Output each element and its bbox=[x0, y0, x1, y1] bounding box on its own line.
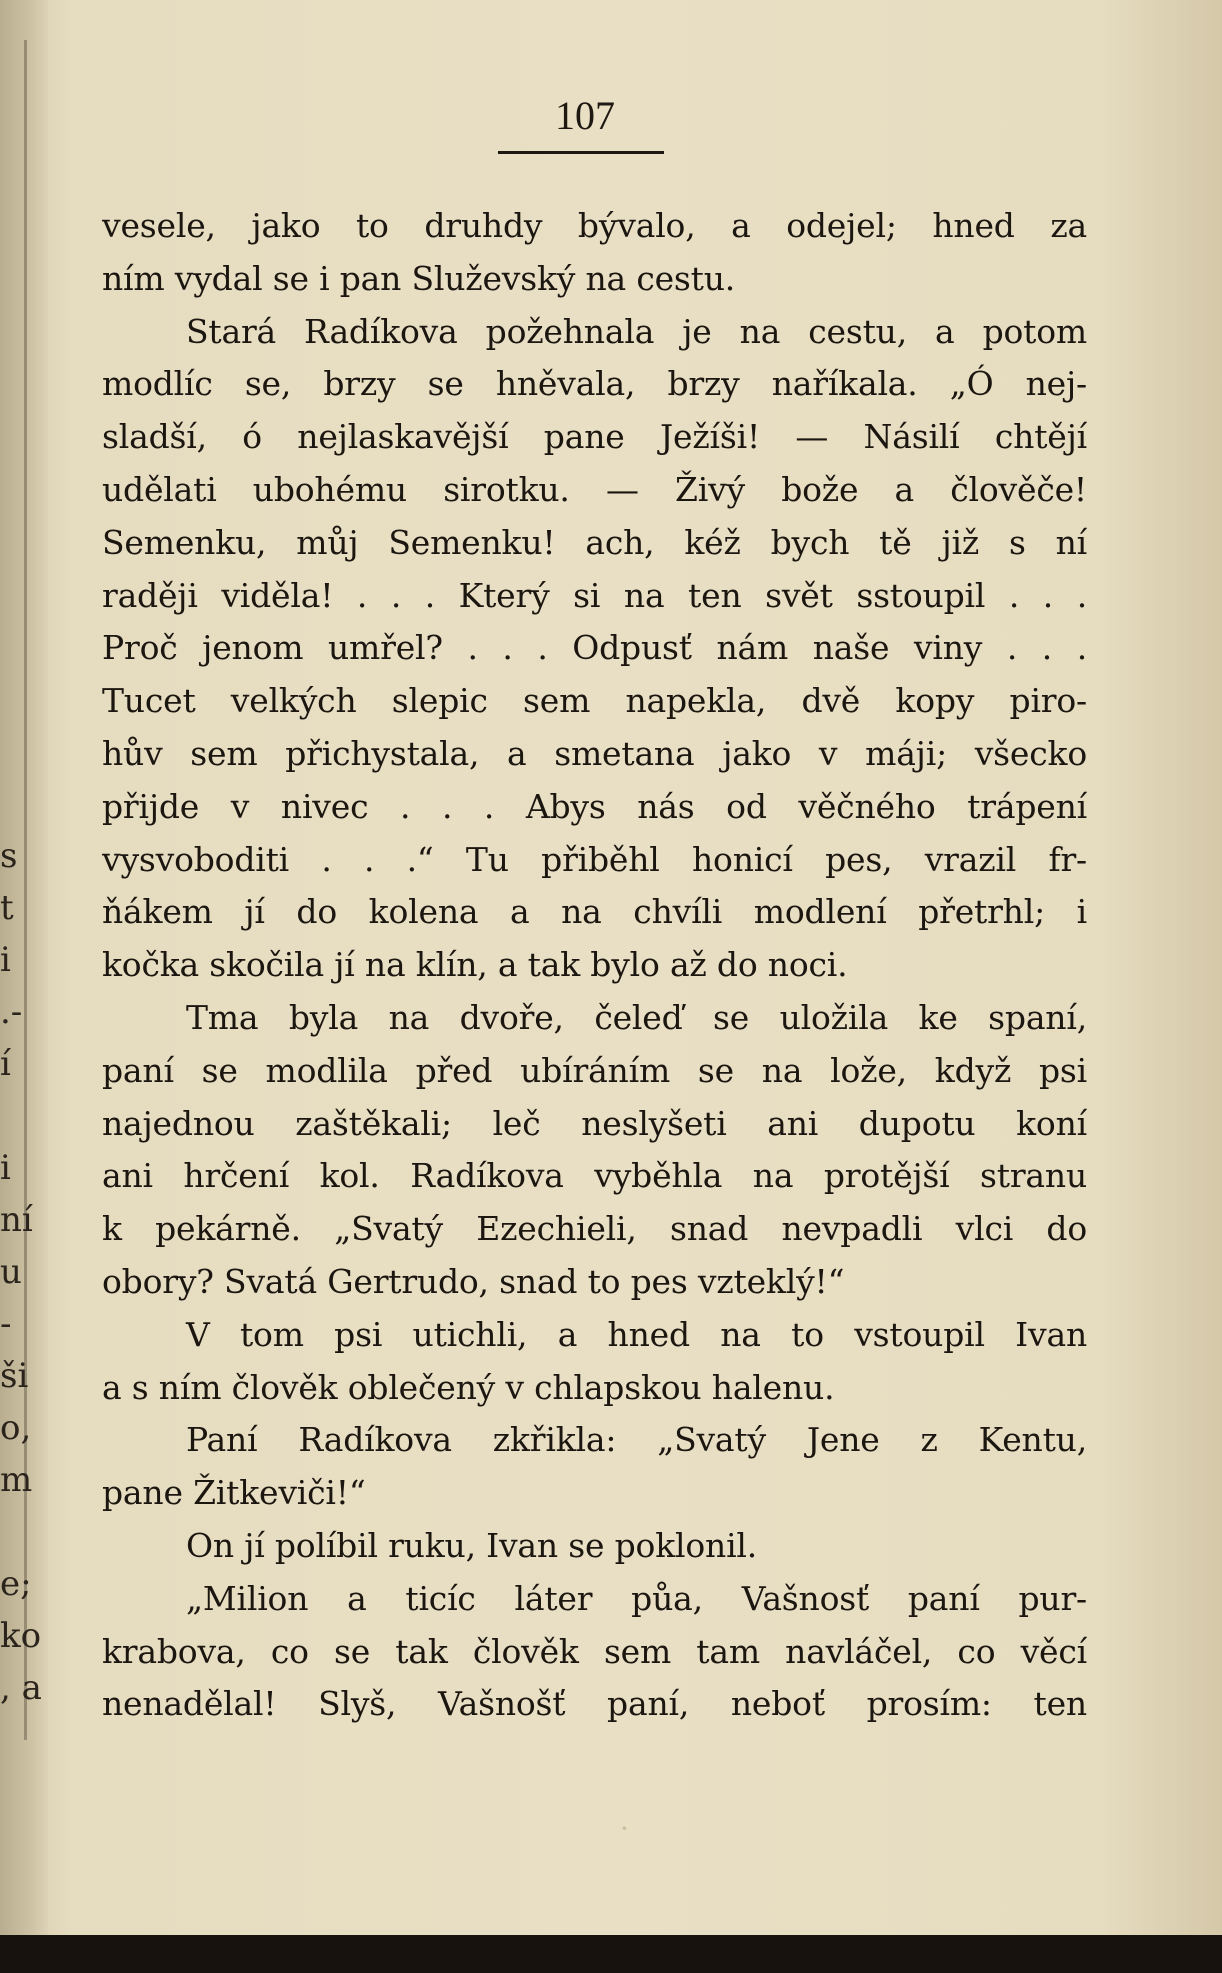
text-line: k pekárně. „Svatý Ezechieli, snad nevpadli vlci do bbox=[102, 1209, 1087, 1249]
text-line: hův sem přichystala, a smetana jako v máji; všecko bbox=[102, 733, 1087, 773]
text-line: vysvoboditi . . .“ Tu přiběhl honicí pes, vrazil fr- bbox=[102, 839, 1087, 879]
text-line: paní se modlila před ubíráním se na lože, když psi bbox=[102, 1050, 1087, 1090]
previous-page-fragments bbox=[0, 830, 48, 1714]
text-line: „Milion a ticíc láter půa, Vašnosť paní pur- bbox=[186, 1578, 1087, 1618]
text-line: udělati ubohému sirotku. — Živý bože a člověče! bbox=[102, 469, 1087, 509]
text-line: přijde v nivec . . . Abys nás od věčného trápení bbox=[102, 786, 1087, 826]
margin-fragment bbox=[0, 1506, 48, 1558]
text-line: pane Žitkeviči!“ bbox=[102, 1473, 366, 1513]
text-line: najednou zaštěkali; leč neslyšeti ani dupotu koní bbox=[102, 1103, 1087, 1143]
margin-fragment: m bbox=[0, 1460, 33, 1500]
text-line: V tom psi utichli, a hned na to vstoupil Ivan bbox=[186, 1314, 1087, 1354]
page-number-rule bbox=[498, 151, 664, 154]
margin-fragment: .- bbox=[0, 992, 23, 1032]
scan-bottom-edge bbox=[0, 1935, 1222, 1973]
margin-fragment: - bbox=[0, 1304, 12, 1344]
margin-fragment: o, bbox=[0, 1408, 32, 1448]
text-line: vesele, jako to druhdy bývalo, a odejel; hned za bbox=[102, 206, 1087, 245]
text-line: sladší, ó nejlaskavější pane Ježíši! — Násilí chtějí bbox=[102, 417, 1087, 457]
text-line: ani hrčení kol. Radíkova vyběhla na protější stranu bbox=[102, 1156, 1087, 1196]
text-line: raději viděla! . . . Který si na ten svět sstoupil . . . bbox=[102, 575, 1087, 615]
margin-fragment bbox=[0, 1090, 48, 1142]
text-line: ňákem jí do kolena a na chvíli modlení přetrhl; i bbox=[102, 892, 1087, 932]
page-body-text bbox=[102, 200, 1087, 1731]
margin-fragment: e; bbox=[0, 1564, 32, 1604]
text-line: kočka skočila jí na klín, a tak bylo až do noci. bbox=[102, 945, 848, 985]
margin-fragment: i bbox=[0, 940, 11, 980]
text-line: obory? Svatá Gertrudo, snad to pes vzteklý!“ bbox=[102, 1261, 845, 1301]
text-line: Stará Radíkova požehnala je na cestu, a potom bbox=[186, 311, 1087, 351]
margin-fragment: ní bbox=[0, 1200, 33, 1240]
margin-fragment: ši bbox=[0, 1356, 29, 1396]
text-line: Tma byla na dvoře, čeleď se uložila ke spaní, bbox=[186, 997, 1087, 1037]
text-line: Tucet velkých slepic sem napekla, dvě kopy piro- bbox=[102, 681, 1087, 721]
text-line: nenadělal! Slyš, Vašnošť paní, neboť prosím: ten bbox=[102, 1684, 1087, 1724]
text-line: ním vydal se i pan Služevský na cestu. bbox=[102, 258, 736, 298]
text-line: Paní Radíkova zkřikla: „Svatý Jene z Kentu, bbox=[186, 1420, 1087, 1460]
margin-fragment: , a bbox=[0, 1668, 42, 1708]
margin-fragment: i bbox=[0, 1148, 11, 1188]
text-line: Semenku, můj Semenku! ach, kéž bych tě již s ní bbox=[102, 522, 1087, 562]
text-line: krabova, co se tak člověk sem tam navláčel, co věcí bbox=[102, 1631, 1087, 1671]
margin-fragment: u bbox=[0, 1252, 22, 1292]
text-line: a s ním člověk oblečený v chlapskou halenu. bbox=[102, 1367, 835, 1407]
bleed-through-mark: · bbox=[620, 1812, 629, 1845]
margin-fragment: í bbox=[0, 1044, 11, 1084]
margin-fragment: ko bbox=[0, 1616, 42, 1656]
text-line: Proč jenom umřel? . . . Odpusť nám naše viny . . . bbox=[102, 628, 1087, 668]
margin-fragment: s bbox=[0, 836, 18, 876]
margin-fragment: t bbox=[0, 888, 14, 928]
text-line: modlíc se, brzy se hněvala, brzy naříkala. „Ó nej- bbox=[102, 364, 1087, 404]
text-line: On jí políbil ruku, Ivan se poklonil. bbox=[186, 1525, 758, 1565]
page-number: 107 bbox=[555, 93, 615, 138]
